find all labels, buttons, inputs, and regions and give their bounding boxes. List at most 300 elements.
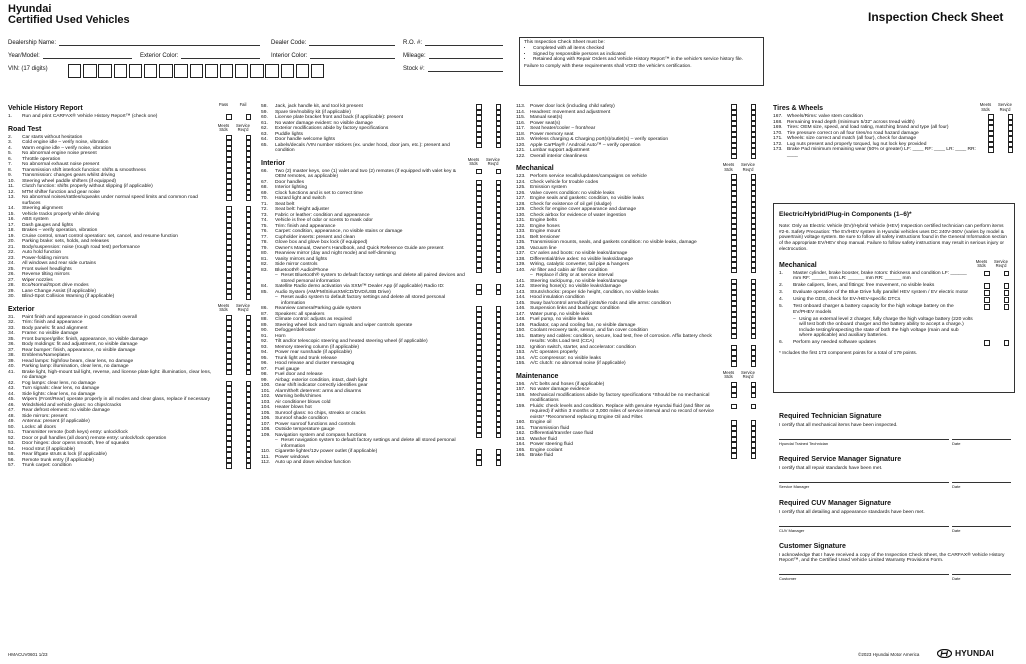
meets-checkbox[interactable] [476, 169, 482, 175]
service-reqd-header: Service Req'd [486, 156, 500, 167]
meets-checkbox[interactable] [476, 460, 482, 466]
column-headers [717, 163, 756, 172]
item-number: 16. [8, 217, 15, 222]
item-text: Lug nuts present and properly torqued, lug nut lock key provided [787, 141, 927, 147]
item-text: Overall interior cleanliness [530, 153, 588, 159]
item-number: 50. [8, 424, 15, 430]
item-text: Front bumper/grille: finish, appearance, no visible damage [22, 336, 148, 342]
item-text: Transmission fluid [530, 425, 570, 431]
signature-line[interactable] [779, 482, 1011, 489]
service-checkbox[interactable] [496, 169, 502, 175]
vin-digit-box[interactable] [311, 64, 324, 78]
item-text: Trim: finish and appearance [22, 320, 83, 325]
service-checkbox[interactable] [246, 463, 252, 469]
item-text: Frame: no visible damage [22, 331, 79, 336]
item-text: Power sunroof functions and controls [275, 421, 356, 427]
item-number: 138. [516, 256, 526, 262]
item-number: 132. [516, 223, 526, 229]
requirement-item: • Retained along with Repair Orders and Vehicle History Report™ in the vehicle's service history file. [533, 57, 759, 63]
service-reqd-header: Service Req'd [236, 302, 250, 313]
vin-digit-box[interactable] [250, 64, 263, 78]
item-number: 60. [261, 115, 268, 120]
meets-checkbox[interactable] [226, 114, 232, 120]
item-text: Radiator, cap and cooling fan, no visible damage [530, 322, 636, 328]
service-checkbox[interactable] [1004, 283, 1010, 289]
item-number: 28. [8, 283, 15, 288]
vin-digit-box[interactable] [296, 64, 309, 78]
item-text: Auto hold function [22, 250, 62, 255]
service-checkbox[interactable] [496, 460, 502, 466]
item-text: Windshield and vehicle glass: no chips/cracks [22, 402, 122, 408]
signature-line[interactable] [779, 526, 1011, 533]
item-text: Trim: finish and appearance [275, 223, 336, 229]
service-checkbox[interactable] [751, 154, 757, 160]
service-checkbox[interactable] [751, 404, 757, 410]
item-number: 27. [8, 277, 15, 283]
item-text: Run and print CARFAX® Vehicle History Report™ (check one) [22, 114, 158, 119]
signature-title: Required Service Manager Signature [779, 456, 902, 463]
mileage-field[interactable] [403, 52, 503, 59]
item-number: 113. [516, 104, 526, 109]
vin-digit-box[interactable] [235, 64, 248, 78]
meets-checkbox[interactable] [984, 283, 990, 289]
meets-checkbox[interactable] [984, 271, 990, 277]
item-text: Power windows [275, 454, 309, 460]
item-text: Power memory seat [530, 131, 574, 137]
signature-desc: I certify that all detailing and appearance standards have been met. [779, 510, 925, 515]
section-title: Road Test [8, 125, 42, 133]
signer-label: Service Manager [779, 482, 949, 489]
item-number: 90. [261, 328, 268, 333]
meets-stds-header: Meets Stds [722, 162, 735, 172]
item-number: 62. [261, 126, 268, 131]
stock-field[interactable] [403, 65, 503, 72]
service-checkbox[interactable] [751, 453, 757, 459]
item-text: Auto up and down window function [275, 460, 351, 465]
signature-desc: I acknowledge that I have received a copy of the Inspection Check Sheet, the CARFAX® Vehicle History Report™, and the Certified Used Vehicle Limited Warranty Provisions Form. [779, 553, 1005, 563]
dealer-code-field[interactable] [271, 39, 395, 46]
item-number: 56. [8, 457, 15, 463]
item-number: 79. [261, 245, 268, 251]
item-number: 159. [516, 403, 526, 409]
item-number: 111. [261, 454, 270, 460]
checkbox-pair [974, 147, 1013, 153]
item-text: Vanity mirrors and lights [275, 256, 328, 262]
checklist-item [516, 334, 756, 345]
item-text: Power-folding mirrors [22, 255, 69, 261]
checkbox-pair [970, 283, 1009, 289]
item-number: 165. [516, 447, 526, 453]
year-model-field[interactable] [8, 52, 132, 59]
item-text: Head lamps: high/low beam, clear lens, no damage [22, 358, 134, 364]
item-number: 72. [261, 207, 268, 212]
vin-digit-box[interactable] [190, 64, 203, 78]
section-title: Maintenance [516, 372, 559, 380]
item-text: Blind-Spot Collision Warning (if applicable) [22, 294, 115, 299]
item-text: Defogger/defroster [275, 328, 316, 333]
ev-item [779, 271, 1009, 282]
item-text: Door handle welcome lights [275, 137, 336, 142]
signature-line[interactable] [779, 574, 1011, 581]
item-number: 93. [261, 344, 268, 350]
item-number: 64. [261, 137, 268, 142]
service-checkbox[interactable] [751, 393, 757, 399]
service-checkbox[interactable] [1004, 340, 1010, 346]
item-text: Seat heater/cooler – front/rear [530, 126, 596, 131]
signature-block [779, 456, 1011, 489]
item-text: Emission system [530, 185, 567, 190]
item-number: 61. [261, 120, 268, 126]
item-text: Trunk light and trunk release [275, 355, 337, 361]
item-number: 4. [8, 145, 13, 151]
meets-checkbox[interactable] [476, 143, 482, 149]
item-number: 164. [516, 442, 526, 447]
item-number: 103. [261, 399, 271, 405]
item-text: Airbag: exterior condition, intact, dash light [275, 377, 368, 383]
ev-title: Electric/Hybrid/Plug-in Components (1–6)* [779, 211, 912, 218]
checkbox-pair [717, 404, 756, 410]
item-text: Wiper nozzles [22, 277, 53, 283]
item-number: 105. [261, 410, 271, 416]
checkbox-pair [717, 453, 756, 459]
checklist-item [8, 370, 251, 381]
service-checkbox[interactable] [1004, 290, 1010, 296]
checklist-column-3 [516, 104, 756, 459]
service-checkbox[interactable] [751, 334, 757, 340]
item-text: Fabric or leather: condition and appearance [275, 212, 370, 218]
item-text: Hood release and cluster messaging [275, 361, 355, 366]
requirements-lead: This Inspection Check Sheet must be: [524, 40, 605, 45]
vin-digit-box[interactable] [144, 64, 157, 78]
meets-checkbox[interactable] [731, 154, 737, 160]
item-number: 55. [8, 452, 15, 457]
item-number: 95. [261, 355, 268, 361]
item-text: Spare tire/mobility kit (if applicable) [275, 109, 351, 115]
interior-color-field[interactable] [271, 52, 395, 59]
item-text: Manual seat(s) [530, 115, 563, 120]
item-text: Navigation system and compass functions [275, 432, 367, 438]
item-number: 110. [261, 449, 271, 454]
item-text: Sway bar/control arms/ball joints/tie rods and idle arms: condition [530, 300, 671, 306]
service-checkbox[interactable] [496, 143, 502, 149]
item-number: 80. [261, 251, 268, 256]
item-text: Apple CarPlay® / Android Auto™ – verify operation [530, 142, 641, 148]
item-number: 18. [8, 228, 15, 233]
meets-checkbox[interactable] [731, 453, 737, 459]
service-checkbox[interactable] [246, 195, 252, 201]
checklist-item [261, 169, 501, 180]
item-number: 100. [261, 383, 271, 388]
item-number: 37. [8, 347, 15, 353]
date-label: Date [952, 439, 1011, 446]
item-text: Front swivel headlights [22, 266, 72, 272]
item-text: Memory steering column (if applicable) [275, 344, 359, 350]
item-text: Parking lamp: illumination, clear lens, no damage [22, 364, 129, 369]
item-number: 34. [8, 331, 15, 336]
item-text: Hazard light and switch [275, 196, 326, 201]
item-number: 17. [8, 222, 15, 228]
item-text: Rear liftgate struts & lock (if applicable) [22, 452, 107, 457]
item-text: Using the GDS, check for EV-/HEV-specific DTCs [793, 297, 901, 303]
meets-checkbox[interactable] [984, 290, 990, 296]
item-text: Using an external level 2 charger, fully charge the high voltage battery (220 volts will test both the onboard charger and the battery ability to accept a charge.) Include testing/inspecting the state of both the high voltage (main and sub where applicable) and auxiliary batteries. [799, 316, 973, 339]
item-number: 69. [261, 190, 268, 196]
item-text: Remaining tread depth (minimum 5/32" across tread width) [787, 119, 915, 125]
item-text: Warm engine idle – verify noise, vibration [22, 145, 112, 151]
service-checkbox[interactable] [751, 361, 757, 367]
ro-label: R.O. #: [403, 40, 423, 46]
checklist-item [516, 453, 756, 459]
item-number: 13. [8, 195, 15, 200]
item-text: Perform any needed software updates [793, 340, 876, 346]
item-text: Fuel pump, no visible leaks [530, 317, 589, 322]
item-text: Tires: OEM size, speed, and load rating, matching brand and type (all four) [787, 125, 949, 130]
vin-digit-box[interactable] [68, 64, 81, 78]
item-number: 96. [261, 361, 268, 366]
meets-checkbox[interactable] [731, 393, 737, 399]
section-title: Vehicle History Report [8, 105, 83, 112]
dealership-field[interactable] [8, 39, 260, 46]
item-text: Outside temperature gauge [275, 427, 335, 432]
vin-digit-box[interactable] [281, 64, 294, 78]
item-text: Exterior modifications abide by factory specifications [275, 126, 389, 131]
column-headers [974, 103, 1013, 112]
item-number: 68. [261, 185, 268, 190]
checklist-item [516, 154, 756, 160]
item-text: Door handles [275, 179, 305, 185]
item-number: – [275, 295, 278, 300]
item-text: Side mirror controls [275, 262, 318, 267]
item-text: Check airbox for evidence of water ingestion [530, 212, 627, 218]
meets-checkbox[interactable] [988, 147, 994, 153]
item-number: 152. [516, 344, 526, 350]
service-checkbox[interactable] [246, 294, 252, 300]
requirements-list [524, 46, 759, 63]
item-number: – [530, 273, 533, 278]
vin-digit-box[interactable] [129, 64, 142, 78]
meets-checkbox[interactable] [731, 361, 737, 367]
column-headers [212, 124, 251, 133]
checklist-item [261, 273, 501, 284]
item-number: 41. [8, 369, 15, 375]
item-number: 12. [8, 189, 15, 195]
item-number: 43. [8, 386, 15, 391]
ev-item-list [779, 271, 1009, 346]
item-number: 119. [516, 137, 526, 142]
item-text: Engine seals and gaskets: condition, no visible leaks [530, 196, 644, 201]
checkbox-pair [970, 340, 1009, 346]
item-number: 83. [261, 267, 268, 273]
item-text: Vehicle is free of odor or scents to mask odor [275, 218, 373, 223]
meets-checkbox[interactable] [226, 463, 232, 469]
item-number: 112. [261, 460, 271, 465]
item-text: Differential/transfer case fluid [530, 431, 594, 436]
vin-digit-box[interactable] [265, 64, 278, 78]
item-text: Clock functions and is set to correct time [275, 190, 363, 196]
vin-digit-box[interactable] [114, 64, 127, 78]
section-title: Interior [261, 159, 286, 167]
item-number: 147. [516, 311, 526, 317]
item-number: 32. [8, 320, 15, 325]
meets-checkbox[interactable] [984, 304, 990, 310]
service-checkbox[interactable] [1004, 297, 1010, 303]
item-text: A/C compressor: no visible leaks [530, 355, 601, 361]
item-number: 26. [8, 272, 15, 277]
vin-label: VIN: (17 digits) [8, 66, 48, 72]
item-number: 2. [8, 134, 13, 140]
item-text: Transmission: changes gears whilst driving [22, 173, 116, 178]
item-text: Brake fluid [530, 453, 554, 458]
ro-field[interactable] [403, 39, 503, 46]
item-number: 10. [8, 178, 15, 184]
checkbox-pair [212, 370, 251, 376]
item-text: Locks: all doors [22, 424, 56, 430]
signature-block [779, 413, 1011, 446]
item-text: Water pump, no visible leaks [530, 311, 593, 317]
item-text: Engine belts [530, 218, 557, 223]
service-checkbox[interactable] [246, 370, 252, 376]
signature-title: Required Technician Signature [779, 413, 882, 420]
item-number: 51. [8, 430, 15, 435]
vin-digit-box[interactable] [159, 64, 172, 78]
date-label: Date [952, 526, 1011, 533]
vin-digit-box[interactable] [98, 64, 111, 78]
item-number: 161. [516, 425, 526, 431]
item-text: Engine oil [530, 420, 552, 425]
item-number: 49. [8, 419, 15, 424]
item-text: Lane Change Assist (if applicable) [22, 288, 96, 294]
section-header [516, 164, 756, 173]
item-text: Alarm/theft deterrent: arms and disarms [275, 388, 362, 394]
service-checkbox[interactable] [246, 114, 252, 120]
item-text: Vehicle tracks properly while driving [22, 211, 100, 217]
meets-checkbox[interactable] [984, 297, 990, 303]
checklist-item [516, 361, 756, 367]
checkbox-pair [970, 271, 1009, 277]
service-checkbox[interactable] [1008, 147, 1014, 153]
item-text: Wipers (Front/Rear) operate properly in all modes and clear glass, replace if necessary [22, 397, 211, 402]
item-number: 78. [261, 240, 268, 245]
signature-line[interactable] [779, 439, 1011, 446]
item-number: 85. [261, 289, 268, 295]
item-text: Evaluate operation of the Blue Drive fully parallel HEV system / EV electric motor [793, 290, 969, 296]
checklist-item [773, 147, 1013, 158]
vin-digit-box[interactable] [205, 64, 218, 78]
item-text: Reverse tilting mirrors [22, 272, 70, 277]
checkbox-pair [717, 393, 756, 399]
checklist-item [261, 295, 501, 306]
item-number: 123. [516, 174, 526, 179]
meets-checkbox[interactable] [226, 195, 232, 201]
interior-color-label: Interior Color: [271, 53, 308, 59]
item-text: Steering alignment [22, 206, 63, 211]
item-text: Fuel gauge [275, 366, 300, 372]
brand-line-1: Hyundai [8, 3, 52, 15]
requirements-tail: Failure to comply with these requirements shall VOID the vehicle's certification. [524, 64, 692, 70]
item-number: 97. [261, 366, 268, 372]
item-number: 15. [8, 211, 15, 217]
item-text: Dash gauges and lights [22, 222, 74, 228]
signer-label: CUV Manager [779, 526, 949, 533]
ev-mechanical-label: Mechanical [779, 261, 817, 269]
item-text: Seat belt [275, 201, 295, 207]
section-header [516, 369, 756, 381]
item-number: 166. [516, 453, 526, 458]
column-headers [212, 304, 251, 313]
column-headers [717, 371, 756, 380]
meets-checkbox[interactable] [226, 294, 232, 300]
item-text: Washer fluid [530, 436, 557, 442]
checkbox-pair [212, 114, 251, 120]
item-number: 162. [516, 431, 526, 436]
item-number: 25. [8, 266, 15, 272]
section-header [8, 302, 251, 314]
item-text: Fog lamps: clear lens, no damage [22, 380, 96, 386]
meets-checkbox[interactable] [984, 340, 990, 346]
item-number: 108. [261, 427, 271, 432]
item-number: 46. [8, 402, 15, 408]
item-text: Hood insulation condition [530, 295, 585, 300]
section-header [8, 104, 251, 113]
item-text: Air filter and cabin air filter condition [530, 267, 608, 273]
item-number: 6. [779, 340, 784, 346]
vin-digit-box[interactable] [174, 64, 187, 78]
item-text: Throttle operation [22, 156, 61, 162]
item-number: 9. [8, 173, 13, 178]
section-title: Exterior [8, 305, 35, 313]
service-checkbox[interactable] [1004, 304, 1010, 310]
item-number: 75. [261, 223, 268, 229]
column-headers [212, 103, 251, 108]
item-number: 120. [516, 142, 526, 148]
item-text: Side lights: clear lens, no damage [22, 391, 96, 397]
exterior-color-field[interactable] [140, 52, 260, 59]
logo-text: HYUNDAI [955, 648, 994, 658]
item-text: Mechanical modifications abide by factory specifications *Should be no mechanical modifications [530, 392, 710, 403]
item-text: Two (2) master keys, one (1) valet and two (2) remotes (if equipped with valet key & OEM remotes, as applicable) [275, 168, 457, 179]
vin-digit-box[interactable] [220, 64, 233, 78]
item-text: Gear shift indicator correctly identifies gear [275, 383, 368, 388]
item-text: Interior lighting [275, 185, 308, 190]
item-text: Climate control: adjusts as required [275, 317, 352, 322]
item-number: 104. [261, 405, 271, 410]
vin-boxes[interactable] [68, 64, 326, 78]
item-number: – [793, 316, 796, 322]
item-number: 143. [516, 289, 526, 295]
item-number: 33. [8, 325, 15, 331]
item-number: 21. [8, 244, 15, 250]
stock-label: Stock #: [403, 66, 425, 72]
item-text: Wireless charging & Charging port(s)/outlet(s) – verify operation [530, 137, 669, 142]
item-number: 57. [8, 463, 15, 468]
item-number: 70. [261, 196, 268, 201]
item-number: 140. [516, 267, 526, 273]
item-text: Power rear sunshade (if applicable) [275, 350, 352, 355]
item-text: Transmission mounts, seals, and gaskets condition: no visible leaks, damage [530, 240, 697, 245]
meets-checkbox[interactable] [226, 370, 232, 376]
ev-item [779, 283, 1009, 289]
meets-checkbox[interactable] [731, 334, 737, 340]
vin-digit-box[interactable] [83, 64, 96, 78]
item-number: 19. [8, 233, 15, 239]
service-checkbox[interactable] [1004, 271, 1010, 277]
item-number: 44. [8, 391, 15, 397]
checklist-item [8, 114, 251, 120]
item-text: ABS system [22, 217, 49, 222]
meets-checkbox[interactable] [731, 404, 737, 410]
checklist-column-2 [261, 104, 501, 466]
item-number: 7. [8, 162, 13, 167]
